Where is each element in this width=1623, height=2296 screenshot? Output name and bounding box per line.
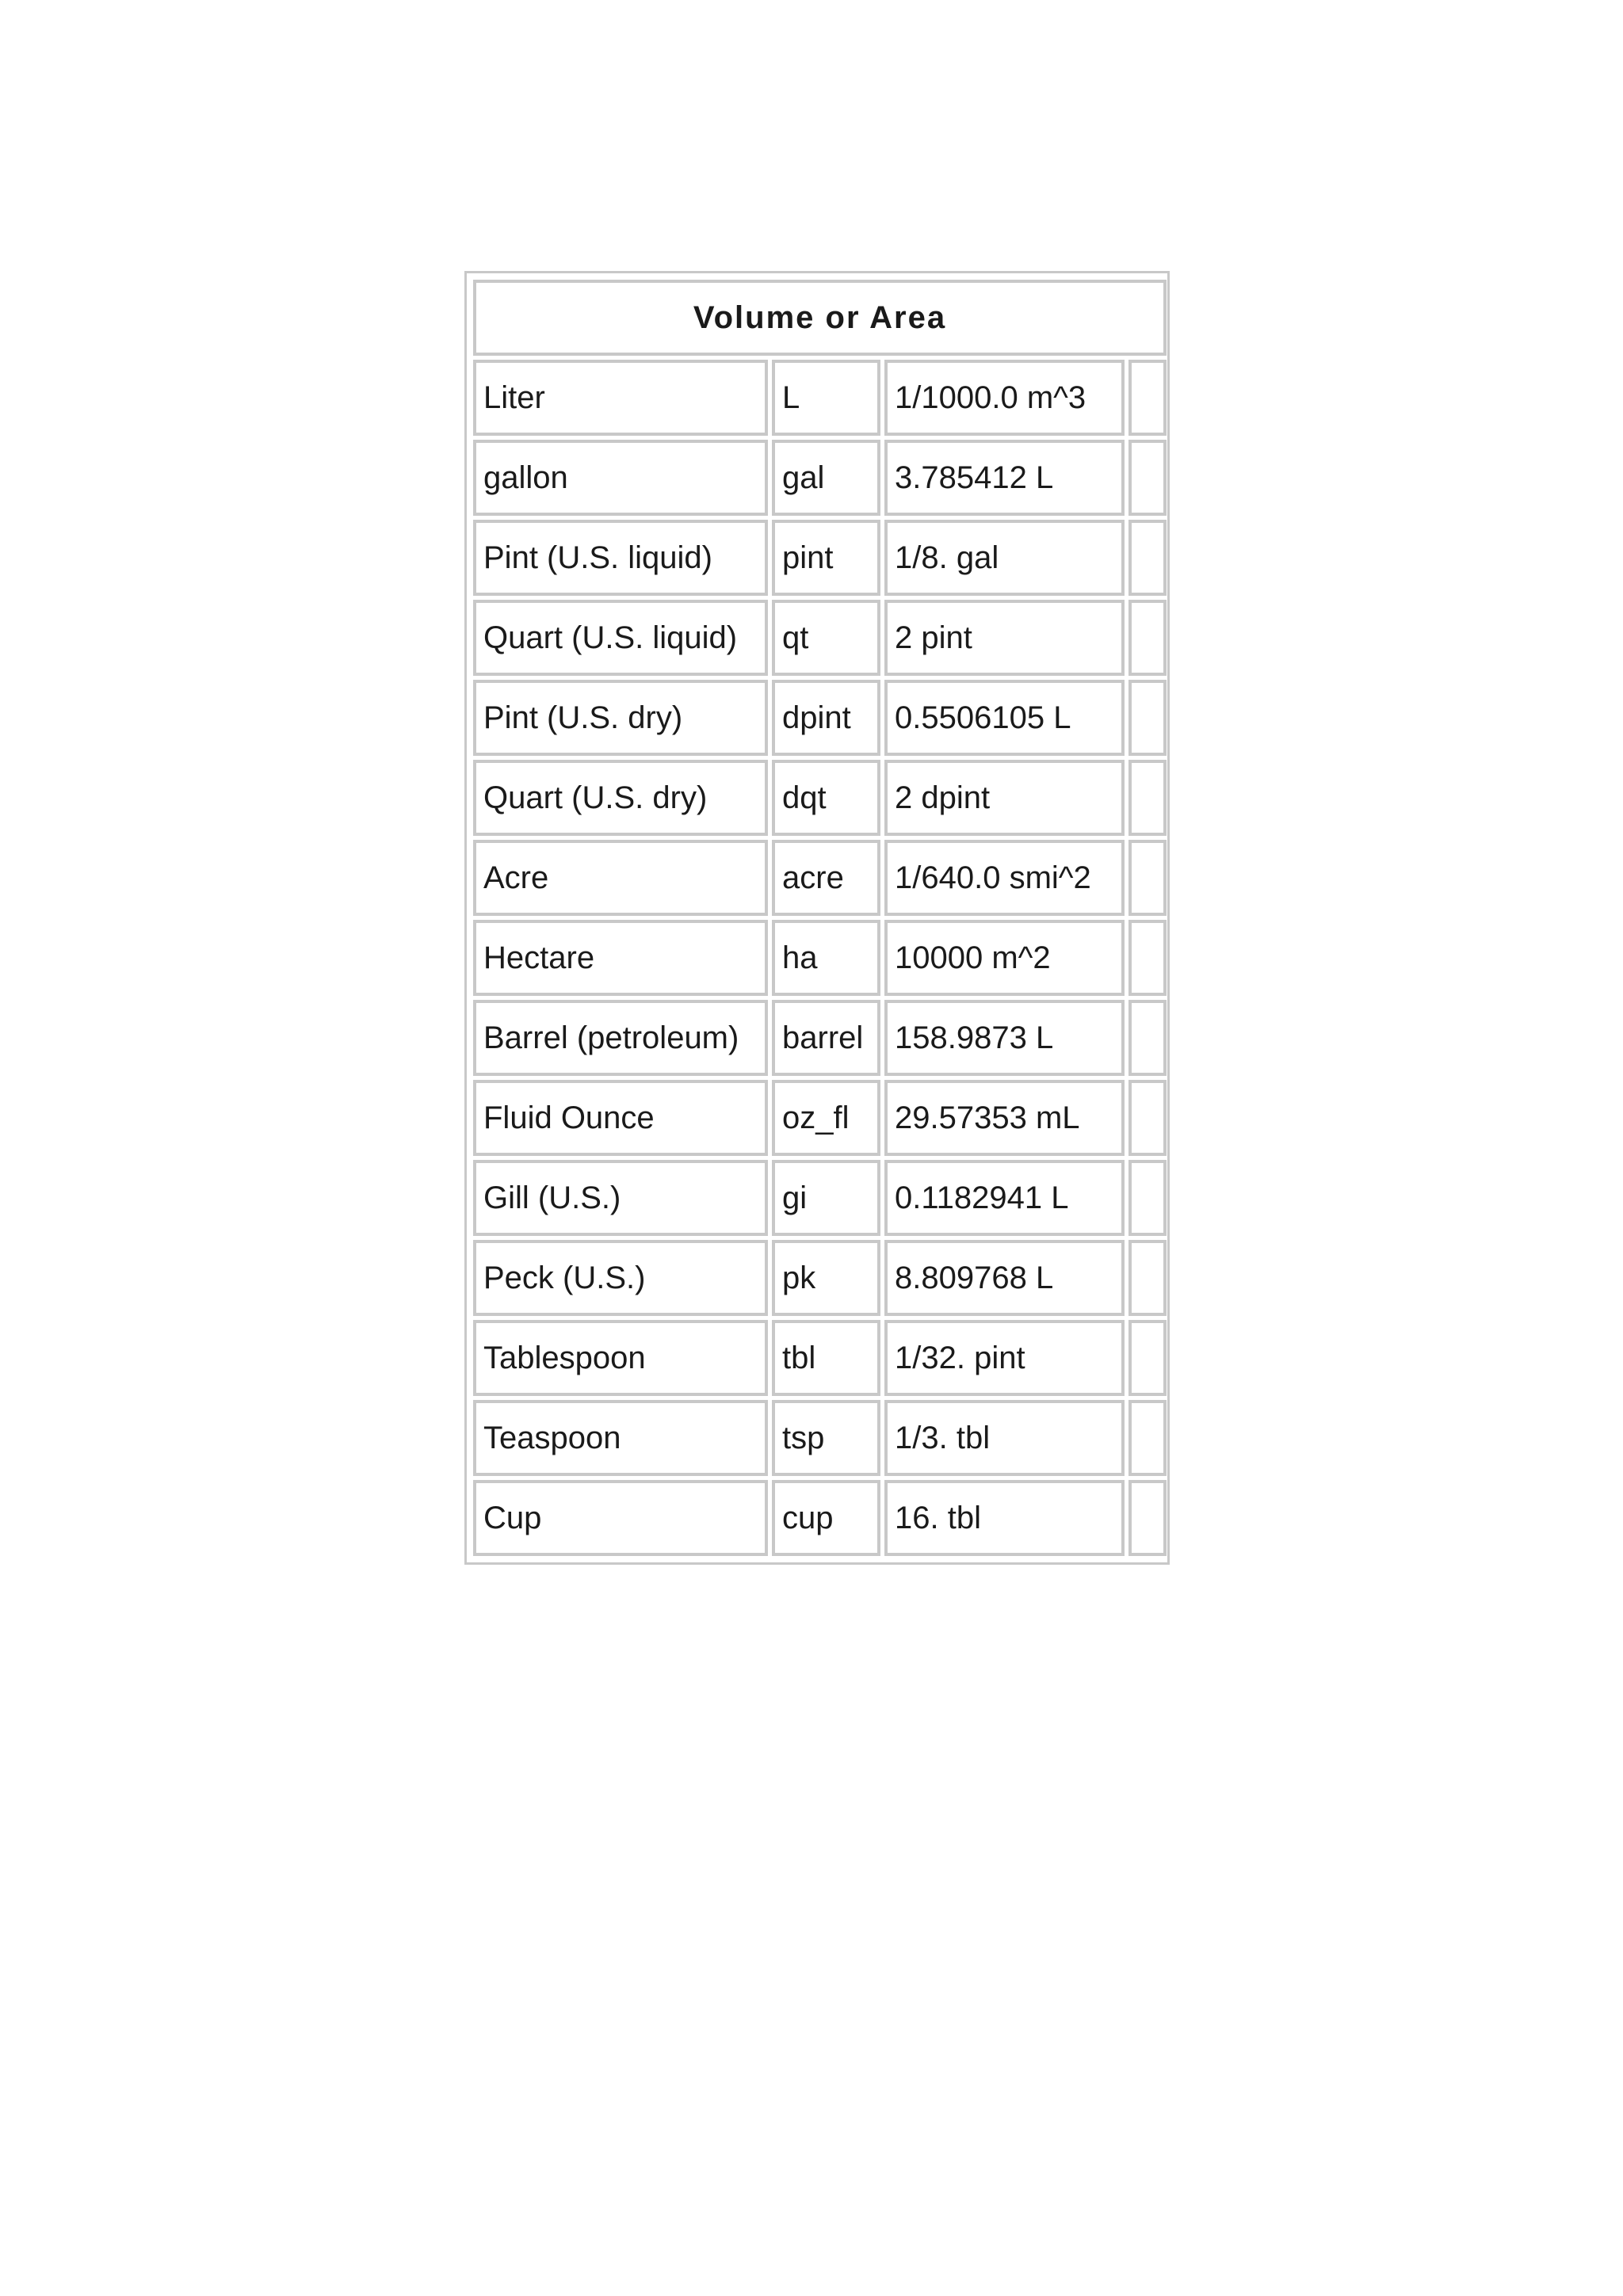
table-title: Volume or Area — [473, 280, 1167, 356]
unit-name-cell: Liter — [473, 360, 768, 436]
unit-definition-cell: 1/3. tbl — [884, 1400, 1125, 1476]
unit-name-cell: Tablespoon — [473, 1320, 768, 1396]
table-row — [473, 1000, 1167, 1076]
units-table-frame — [464, 271, 1170, 1565]
unit-extra-cell — [1128, 1320, 1167, 1396]
table-header-row — [473, 280, 1167, 356]
unit-extra-cell — [1128, 680, 1167, 756]
unit-extra-cell — [1128, 1480, 1167, 1556]
unit-symbol-cell: oz_fl — [772, 1080, 880, 1156]
unit-extra-cell — [1128, 1240, 1167, 1316]
unit-symbol-cell: ha — [772, 920, 880, 996]
unit-definition-cell: 0.5506105 L — [884, 680, 1125, 756]
unit-definition-cell: 1/8. gal — [884, 520, 1125, 596]
unit-extra-cell — [1128, 520, 1167, 596]
unit-definition-cell: 1/1000.0 m^3 — [884, 360, 1125, 436]
unit-name-cell: Peck (U.S.) — [473, 1240, 768, 1316]
unit-symbol-cell: pk — [772, 1240, 880, 1316]
unit-symbol-cell: barrel — [772, 1000, 880, 1076]
unit-symbol-cell: dqt — [772, 760, 880, 836]
unit-symbol-cell: tbl — [772, 1320, 880, 1396]
unit-symbol-cell: qt — [772, 600, 880, 676]
unit-definition-cell: 8.809768 L — [884, 1240, 1125, 1316]
volume-area-table — [469, 276, 1170, 1560]
unit-name-cell: Quart (U.S. liquid) — [473, 600, 768, 676]
unit-symbol-cell: dpint — [772, 680, 880, 756]
unit-symbol-cell: tsp — [772, 1400, 880, 1476]
unit-name-cell: Cup — [473, 1480, 768, 1556]
table-row — [473, 920, 1167, 996]
unit-definition-cell: 1/32. pint — [884, 1320, 1125, 1396]
unit-symbol-cell: L — [772, 360, 880, 436]
unit-name-cell: Hectare — [473, 920, 768, 996]
table-body — [473, 360, 1167, 1556]
unit-name-cell: Teaspoon — [473, 1400, 768, 1476]
unit-name-cell: gallon — [473, 440, 768, 516]
unit-name-cell: Pint (U.S. dry) — [473, 680, 768, 756]
table-row — [473, 1480, 1167, 1556]
unit-extra-cell — [1128, 1000, 1167, 1076]
unit-definition-cell: 2 pint — [884, 600, 1125, 676]
unit-definition-cell: 0.1182941 L — [884, 1160, 1125, 1236]
table-row — [473, 1160, 1167, 1236]
unit-extra-cell — [1128, 1400, 1167, 1476]
unit-name-cell: Fluid Ounce — [473, 1080, 768, 1156]
unit-extra-cell — [1128, 760, 1167, 836]
unit-definition-cell: 1/640.0 smi^2 — [884, 840, 1125, 916]
unit-symbol-cell: acre — [772, 840, 880, 916]
unit-symbol-cell: gal — [772, 440, 880, 516]
unit-extra-cell — [1128, 920, 1167, 996]
table-row — [473, 360, 1167, 436]
unit-name-cell: Barrel (petroleum) — [473, 1000, 768, 1076]
table-row — [473, 840, 1167, 916]
unit-symbol-cell: gi — [772, 1160, 880, 1236]
unit-symbol-cell: cup — [772, 1480, 880, 1556]
table-row — [473, 1400, 1167, 1476]
unit-extra-cell — [1128, 360, 1167, 436]
table-row — [473, 760, 1167, 836]
unit-definition-cell: 10000 m^2 — [884, 920, 1125, 996]
unit-name-cell: Quart (U.S. dry) — [473, 760, 768, 836]
table-row — [473, 1240, 1167, 1316]
unit-extra-cell — [1128, 440, 1167, 516]
table-row — [473, 520, 1167, 596]
unit-definition-cell: 158.9873 L — [884, 1000, 1125, 1076]
unit-symbol-cell: pint — [772, 520, 880, 596]
unit-name-cell: Gill (U.S.) — [473, 1160, 768, 1236]
table-row — [473, 680, 1167, 756]
unit-definition-cell: 2 dpint — [884, 760, 1125, 836]
table-row — [473, 1080, 1167, 1156]
unit-extra-cell — [1128, 1080, 1167, 1156]
table-row — [473, 1320, 1167, 1396]
unit-definition-cell: 3.785412 L — [884, 440, 1125, 516]
table-row — [473, 440, 1167, 516]
unit-extra-cell — [1128, 1160, 1167, 1236]
unit-definition-cell: 29.57353 mL — [884, 1080, 1125, 1156]
unit-extra-cell — [1128, 600, 1167, 676]
unit-name-cell: Acre — [473, 840, 768, 916]
unit-extra-cell — [1128, 840, 1167, 916]
table-row — [473, 600, 1167, 676]
unit-definition-cell: 16. tbl — [884, 1480, 1125, 1556]
unit-name-cell: Pint (U.S. liquid) — [473, 520, 768, 596]
